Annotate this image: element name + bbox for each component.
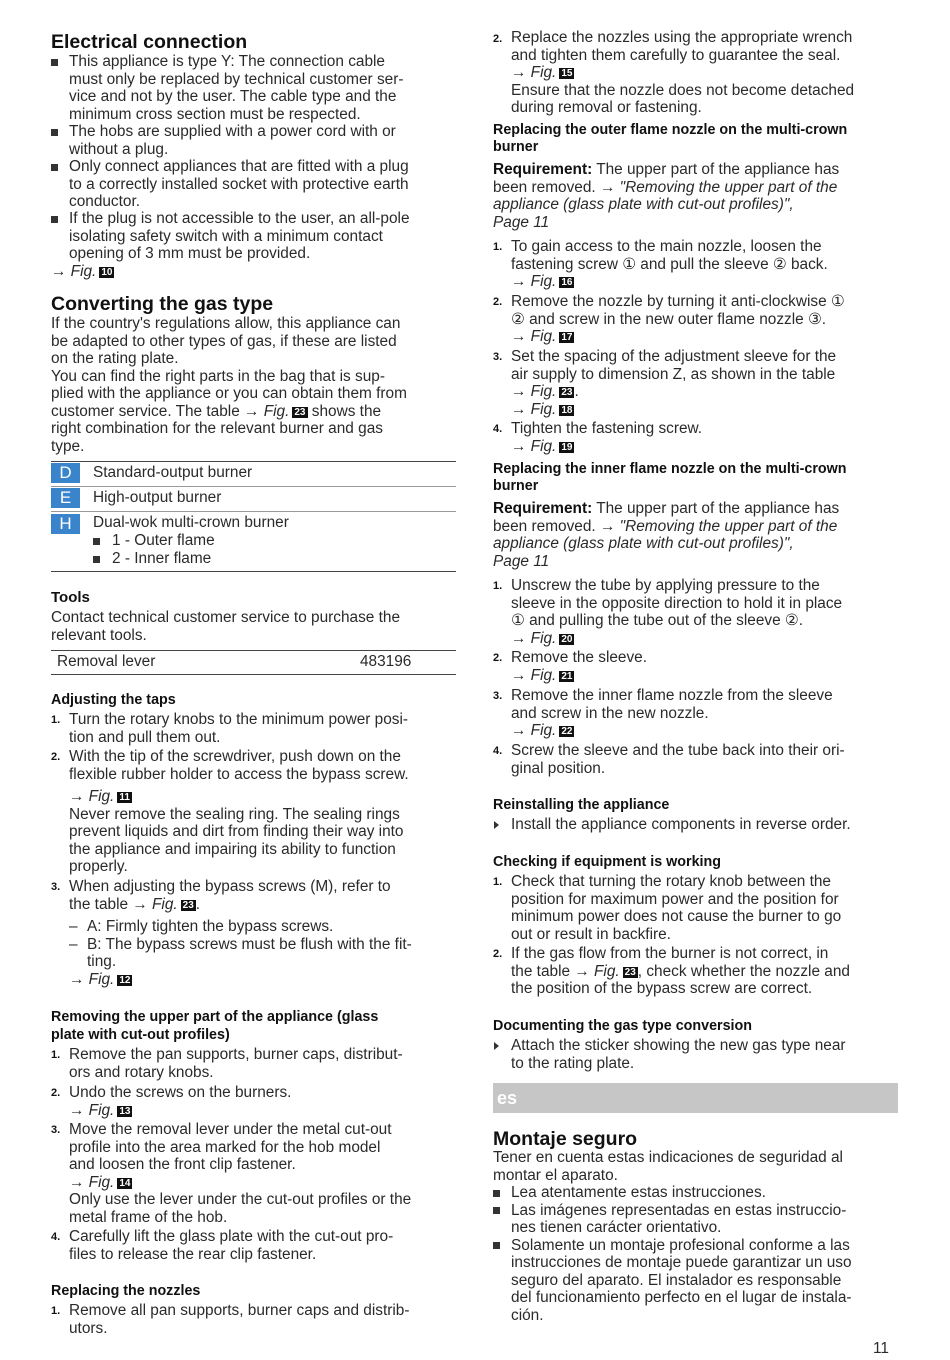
arrow-icon: → xyxy=(69,970,85,988)
checking-step-1-line-4: out or result in backfire. xyxy=(511,925,671,943)
checking-step-1-line-1: Check that turning the rotary knob between the xyxy=(511,873,831,890)
tools-table-rule-bottom xyxy=(51,674,456,675)
taps-step-1-line-2: tion and pull them out. xyxy=(69,728,221,746)
reinstalling-item: Install the appliance components in reverse order. xyxy=(511,816,851,833)
electrical-bullet-3-line-1: Only connect appliances that are fitted with a plug xyxy=(69,158,409,175)
electrical-bullet-3-line-2: to a correctly installed socket with protective earth xyxy=(69,175,409,193)
montaje-heading: Montaje seguro xyxy=(493,1128,638,1150)
taps-dash-b-line-1: B: The bypass screws must be flush with the fit- xyxy=(87,935,412,953)
inner-heading-line-2: burner xyxy=(493,478,539,494)
text-span: been removed. xyxy=(493,517,600,535)
letter-badge-h: H xyxy=(51,514,80,534)
nozzles-step-1-line-1: Remove all pan supports, burner caps and distrib- xyxy=(69,1302,410,1319)
step-number: 3. xyxy=(493,690,503,702)
step-number: 1. xyxy=(493,580,503,592)
fig-number: 21 xyxy=(561,670,573,682)
removing-step-1-line-1: Remove the pan supports, burner caps, distribut- xyxy=(69,1046,403,1063)
taps-note-line-2: prevent liquids and dirt from finding their way into xyxy=(69,823,404,840)
step-number: 1. xyxy=(493,876,503,888)
arrow-icon: → xyxy=(511,666,527,684)
electrical-bullet-4-line-3: opening of 3 mm must be provided. xyxy=(69,245,311,262)
converting-p2-line-4: right combination for the relevant burner and gas xyxy=(51,420,383,437)
nozzles-step-2-line-2: and tighten them carefully to guarantee the seal. xyxy=(511,46,841,64)
removing-step-1-line-2: ors and rotary knobs. xyxy=(69,1063,214,1081)
fig-label: Fig. xyxy=(263,402,290,420)
bullet-marker xyxy=(93,538,100,545)
nozzles-note-line-1: Ensure that the nozzle does not become detached xyxy=(511,81,855,99)
arrow-icon: → xyxy=(69,788,85,805)
taps-note-line-1: Never remove the sealing ring. The sealing rings xyxy=(69,805,400,823)
electrical-bullet-4-line-1: If the plug is not accessible to the user, an all-pole xyxy=(69,210,410,227)
step-number: 2. xyxy=(493,948,503,960)
bullet-marker xyxy=(493,1207,500,1214)
arrow-icon: → xyxy=(244,402,260,420)
letter-badge-e: E xyxy=(51,488,80,508)
montaje-bullet-3-line-4: del funcionamiento perfecto en el lugar de instala- xyxy=(511,1289,852,1306)
montaje-bullet-2-line-1: Las imágenes representadas en estas instruccio- xyxy=(511,1201,847,1219)
removing-heading-line-2: plate with cut-out profiles) xyxy=(51,1027,230,1043)
converting-p1-line-3: on the rating plate. xyxy=(51,350,179,367)
inner-step-2: Remove the sleeve. xyxy=(511,649,648,666)
taps-step-3-line-1: When adjusting the bypass screws (M), refer to xyxy=(69,878,391,895)
electrical-bullet-2-line-1: The hobs are supplied with a power cord with or xyxy=(69,123,396,140)
taps-dash-a: A: Firmly tighten the bypass screws. xyxy=(87,918,334,935)
converting-heading: Converting the gas type xyxy=(51,293,274,315)
bullet-marker xyxy=(93,556,100,563)
checking-step-2-line-2 xyxy=(511,963,850,981)
outer-requirement-line-4: Page 11 xyxy=(493,213,550,231)
fig-number: 20 xyxy=(561,633,573,645)
taps-heading: Adjusting the taps xyxy=(51,692,176,708)
fig-number: 10 xyxy=(101,266,113,278)
montaje-bullet-1: Lea atentamente estas instrucciones. xyxy=(511,1184,766,1201)
text-span: , check whether the nozzle and xyxy=(637,962,850,980)
removing-note-line-2: metal frame of the hob. xyxy=(69,1208,228,1226)
inner-step-3-fig-ref xyxy=(511,722,574,740)
outer-heading-line-1: Replacing the outer flame nozzle on the multi-crown xyxy=(493,122,848,138)
inner-step-1-line-2: sleeve in the opposite direction to hold it in place xyxy=(511,594,843,612)
inner-step-1-line-1: Unscrew the tube by applying pressure to the xyxy=(511,577,820,594)
cross-reference: "Removing the upper part of the xyxy=(619,517,838,535)
outer-step-1-fig-ref xyxy=(511,273,574,291)
montaje-bullet-3-line-2: instrucciones de montaje puede garantizar un uso xyxy=(511,1254,852,1271)
table-rule-bottom xyxy=(51,571,456,572)
removing-step-4-line-2: files to release the rear clip fastener. xyxy=(69,1245,317,1263)
checking-step-1-line-3: minimum power does not cause the burner to go xyxy=(511,908,842,925)
inner-step-1-line-3: ① and pulling the tube out of the sleeve ②. xyxy=(511,612,803,629)
tool-name: Removal lever xyxy=(57,653,156,670)
outer-step-2-line-1: Remove the nozzle by turning it anti-clockwise ① xyxy=(511,293,845,310)
electrical-bullet-2-line-2: without a plug. xyxy=(69,140,169,158)
step-number: 4. xyxy=(493,423,503,435)
step-number: 2. xyxy=(493,33,503,45)
outer-heading-line-2: burner xyxy=(493,139,539,155)
tools-heading: Tools xyxy=(51,589,90,606)
table-row-divider xyxy=(51,511,456,512)
converting-p1-line-2: be adapted to other types of gas, if these are listed xyxy=(51,332,397,350)
inner-step-4-line-2: ginal position. xyxy=(511,759,606,777)
fig-label: Fig. xyxy=(530,383,557,400)
tools-text-line-1: Contact technical customer service to purchase the xyxy=(51,609,401,626)
inner-requirement-line-4: Page 11 xyxy=(493,552,550,570)
arrow-icon: → xyxy=(511,400,527,418)
taps-note-line-4: properly. xyxy=(69,858,128,875)
burner-sub-inner: 2 - Inner flame xyxy=(112,550,212,567)
fig-label: Fig. xyxy=(530,629,557,647)
step-number: 3. xyxy=(51,1124,61,1136)
electrical-bullet-1-line-2: must only be replaced by technical customer ser- xyxy=(69,70,404,88)
removing-step-3-line-1: Move the removal lever under the metal cut-out xyxy=(69,1121,392,1138)
letter-badge-d: D xyxy=(51,463,80,483)
text-span: The upper part of the appliance has xyxy=(592,161,840,178)
bullet-marker xyxy=(51,129,58,136)
inner-requirement-line-3: appliance (glass plate with cut-out profiles)", xyxy=(493,535,794,552)
removing-step-2: Undo the screws on the burners. xyxy=(69,1084,292,1101)
arrow-icon: → xyxy=(511,437,527,455)
fig-label: Fig. xyxy=(530,400,557,418)
outer-requirement-line-2 xyxy=(493,179,837,197)
outer-requirement-line-1 xyxy=(493,161,839,179)
nozzles-step-1-line-2: utors. xyxy=(69,1319,108,1337)
step-number: 2. xyxy=(51,751,61,763)
documenting-item-line-1: Attach the sticker showing the new gas type near xyxy=(511,1037,846,1054)
arrow-icon: → xyxy=(599,178,616,196)
montaje-bullet-3-line-5: ción. xyxy=(511,1306,544,1324)
fig-number: 16 xyxy=(561,277,573,288)
taps-step-3-fig-ref xyxy=(69,971,132,989)
table-row-divider xyxy=(51,486,456,487)
fig-number: 23 xyxy=(561,387,573,398)
outer-step-2-line-2: ② and screw in the new outer flame nozzle ③. xyxy=(511,310,827,328)
arrow-icon: → xyxy=(511,64,527,81)
arrow-icon: → xyxy=(511,273,527,290)
fig-label: Fig. xyxy=(152,895,178,913)
fig-number: 19 xyxy=(561,441,573,453)
inner-requirement-line-1 xyxy=(493,500,839,518)
fig-number: 13 xyxy=(119,1105,131,1117)
arrow-icon: → xyxy=(69,1101,85,1119)
bullet-marker xyxy=(493,1242,500,1249)
bullet-marker xyxy=(51,59,58,66)
arrow-icon: → xyxy=(599,517,616,535)
electrical-bullet-4-line-2: isolating safety switch with a minimum contact xyxy=(69,227,383,245)
outer-step-1-line-1: To gain access to the main nozzle, loosen the xyxy=(511,238,822,255)
electrical-bullet-1-line-3: vice and not by the user. The cable type and the xyxy=(69,88,397,105)
removing-step-3-line-2: profile into the area marked for the hob model xyxy=(69,1138,381,1156)
step-number: 1. xyxy=(51,714,61,726)
removing-step-3-fig-ref xyxy=(69,1174,132,1192)
burner-label-standard: Standard-output burner xyxy=(93,464,253,481)
arrow-icon: → xyxy=(51,262,67,280)
taps-dash-b-line-2: ting. xyxy=(87,953,117,970)
fig-label: Fig. xyxy=(88,1173,115,1191)
step-number: 3. xyxy=(493,351,503,363)
removing-step-2-fig-ref xyxy=(69,1102,132,1120)
fig-label: Fig. xyxy=(530,722,557,739)
arrow-icon: → xyxy=(574,962,590,980)
converting-p1-line-1: If the country's regulations allow, this appliance can xyxy=(51,315,401,332)
outer-step-4: Tighten the fastening screw. xyxy=(511,420,703,437)
triangle-bullet-icon xyxy=(494,1042,499,1050)
burner-label-high: High-output burner xyxy=(93,489,222,506)
fig-number: 11 xyxy=(119,792,130,803)
converting-p2-line-1: You can find the right parts in the bag that is sup- xyxy=(51,367,385,385)
tools-text-line-2: relevant tools. xyxy=(51,626,147,644)
fig-number: 14 xyxy=(119,1177,131,1189)
text-span: the table xyxy=(511,962,575,980)
fig-number: 17 xyxy=(561,332,573,343)
arrow-icon: → xyxy=(511,629,527,647)
outer-step-3-fig-ref-2 xyxy=(511,401,574,419)
montaje-intro-line-1: Tener en cuenta estas indicaciones de seguridad al xyxy=(493,1149,843,1166)
checking-step-1-line-2: position for maximum power and the position for xyxy=(511,890,839,908)
outer-step-1-line-2: fastening screw ① and pull the sleeve ② back. xyxy=(511,255,828,273)
fig-label: Fig. xyxy=(88,788,115,805)
converting-p2-line-2: plied with the appliance or you can obtain them from xyxy=(51,385,407,402)
arrow-icon: → xyxy=(511,328,527,345)
fig-label: Fig. xyxy=(88,1101,115,1119)
text-span: been removed. xyxy=(493,178,600,196)
electrical-heading: Electrical connection xyxy=(51,31,248,53)
inner-requirement-line-2 xyxy=(493,518,837,536)
page-number: 11 xyxy=(873,1340,889,1357)
text-span: customer service. The table xyxy=(51,402,245,420)
fig-label: Fig. xyxy=(530,666,557,684)
fig-label: Fig. xyxy=(530,273,557,290)
text-span: the table xyxy=(69,895,133,913)
montaje-bullet-3-line-3: seguro del aparato. El instalador es responsable xyxy=(511,1271,842,1289)
step-number: 2. xyxy=(493,652,503,664)
montaje-bullet-3-line-1: Solamente un montaje profesional conforme a las xyxy=(511,1236,850,1254)
fig-number: 23 xyxy=(624,966,636,978)
nozzles-step-2-fig-ref xyxy=(511,64,574,82)
language-tab-bar: es xyxy=(493,1083,898,1113)
fig-number: 18 xyxy=(561,404,573,416)
fig-label: Fig. xyxy=(530,328,557,345)
triangle-bullet-icon xyxy=(494,821,499,829)
outer-step-3-line-2: air supply to dimension Z, as shown in the table xyxy=(511,365,836,383)
outer-step-4-fig-ref xyxy=(511,438,574,456)
outer-step-3-fig-ref: → Fig. 23 . xyxy=(511,383,579,400)
documenting-heading: Documenting the gas type conversion xyxy=(493,1018,752,1034)
fig-number: 23 xyxy=(294,406,306,418)
taps-step-2-line-2: flexible rubber holder to access the bypass screw. xyxy=(69,765,409,783)
converting-p2-line-5: type. xyxy=(51,437,85,455)
fig-number: 12 xyxy=(119,974,131,986)
step-number: 1. xyxy=(51,1305,61,1317)
fig-label: Fig. xyxy=(530,437,557,455)
step-number: 3. xyxy=(51,881,61,893)
inner-step-3-line-1: Remove the inner flame nozzle from the sleeve xyxy=(511,687,833,704)
arrow-icon: → xyxy=(511,722,527,739)
taps-step-1-line-1: Turn the rotary knobs to the minimum power posi- xyxy=(69,711,409,728)
electrical-fig-ref xyxy=(51,263,114,281)
inner-step-4-line-1: Screw the sleeve and the tube back into their ori- xyxy=(511,742,845,759)
removing-step-3-line-3: and loosen the front clip fastener. xyxy=(69,1156,296,1173)
montaje-intro-line-2: montar el aparato. xyxy=(493,1166,618,1184)
inner-step-2-fig-ref xyxy=(511,667,574,685)
electrical-bullet-3-line-3: conductor. xyxy=(69,193,141,210)
reinstalling-heading: Reinstalling the appliance xyxy=(493,797,670,813)
converting-p2-line-3 xyxy=(51,403,381,421)
fig-label: Fig. xyxy=(594,962,620,980)
table-rule-top xyxy=(51,461,456,462)
montaje-bullet-2-line-2: nes tienen carácter orientativo. xyxy=(511,1219,722,1236)
outer-step-3-line-1: Set the spacing of the adjustment sleeve for the xyxy=(511,348,837,365)
step-number: 4. xyxy=(493,745,503,757)
removing-heading-line-1: Removing the upper part of the appliance (glass xyxy=(51,1009,379,1025)
checking-heading: Checking if equipment is working xyxy=(493,854,721,870)
cross-reference: "Removing the upper part of the xyxy=(619,178,838,196)
outer-step-2-fig-ref xyxy=(511,328,574,346)
electrical-bullet-1-line-4: minimum cross section must be respected. xyxy=(69,105,361,123)
checking-step-2-line-1: If the gas flow from the burner is not correct, in xyxy=(511,945,829,962)
fig-number: 22 xyxy=(561,726,573,737)
checking-step-2-line-3: the position of the bypass screw are correct. xyxy=(511,980,813,997)
step-number: 4. xyxy=(51,1231,61,1243)
step-number: 1. xyxy=(51,1049,61,1061)
arrow-icon: → xyxy=(511,383,527,400)
step-number: 2. xyxy=(51,1087,61,1099)
tool-code: 483196 xyxy=(360,653,412,670)
fig-label: Fig. xyxy=(70,262,97,280)
step-number: 2. xyxy=(493,296,503,308)
taps-note-line-3: the appliance and impairing its ability to function xyxy=(69,840,396,858)
burner-label-dual-wok: Dual-wok multi-crown burner xyxy=(93,514,289,531)
bullet-marker xyxy=(493,1190,500,1197)
step-number: 1. xyxy=(493,241,503,253)
removing-step-4-line-1: Carefully lift the glass plate with the cut-out pro- xyxy=(69,1228,394,1245)
requirement-label: Requirement: xyxy=(493,500,593,517)
burner-sub-outer: 1 - Outer flame xyxy=(112,532,215,549)
inner-heading-line-1: Replacing the inner flame nozzle on the multi-crown xyxy=(493,461,847,477)
fig-label: Fig. xyxy=(530,64,557,81)
taps-step-2-fig-ref xyxy=(69,788,132,806)
text-span: The upper part of the appliance has xyxy=(592,500,840,517)
arrow-icon: → xyxy=(132,895,148,913)
dash-marker: – xyxy=(69,935,78,953)
inner-step-3-line-2: and screw in the new nozzle. xyxy=(511,704,709,722)
requirement-label: Requirement: xyxy=(493,161,593,178)
inner-step-1-fig-ref xyxy=(511,630,574,648)
taps-step-3-line-2: the table → Fig. 23 . xyxy=(69,895,201,913)
fig-label: Fig. xyxy=(88,970,115,988)
documenting-item-line-2: to the rating plate. xyxy=(511,1054,635,1072)
text-span: shows the xyxy=(307,402,382,420)
fig-number: 23 xyxy=(182,899,194,911)
arrow-icon: → xyxy=(69,1173,85,1191)
bullet-marker xyxy=(51,164,58,171)
nozzles-note-line-2: during removal or fastening. xyxy=(511,99,702,116)
nozzles-heading: Replacing the nozzles xyxy=(51,1283,201,1299)
nozzles-step-2-line-1: Replace the nozzles using the appropriate wrench xyxy=(511,29,853,46)
tools-table-rule-top xyxy=(51,650,456,651)
taps-step-2-line-1: With the tip of the screwdriver, push down on the xyxy=(69,748,401,765)
bullet-marker xyxy=(51,216,58,223)
removing-note-line-1: Only use the lever under the cut-out profiles or the xyxy=(69,1191,412,1208)
outer-requirement-line-3: appliance (glass plate with cut-out profiles)", xyxy=(493,196,794,213)
dash-marker: – xyxy=(69,918,78,935)
electrical-bullet-1-line-1: This appliance is type Y: The connection cable xyxy=(69,53,385,70)
fig-number: 15 xyxy=(561,68,573,79)
